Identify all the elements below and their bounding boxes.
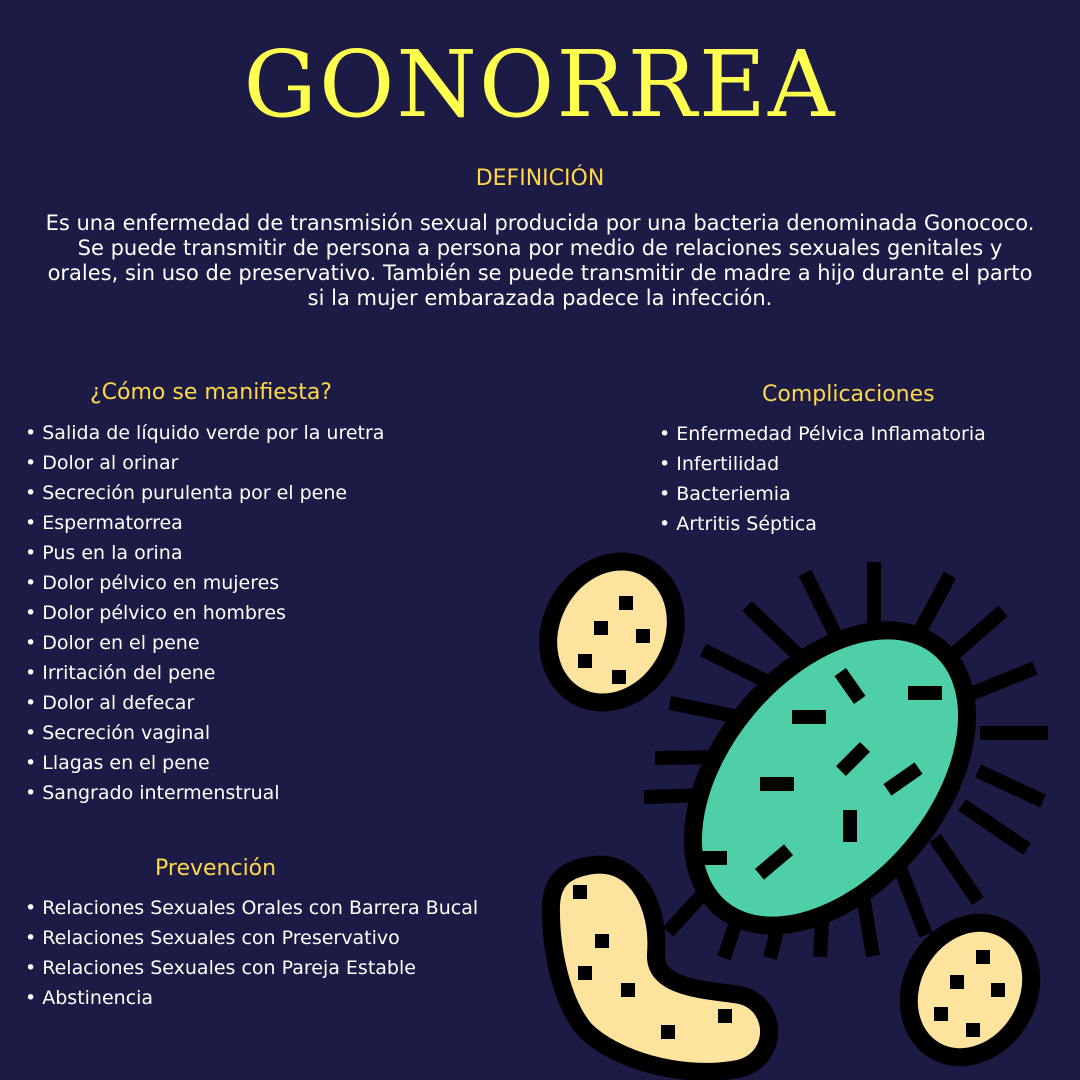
list-item: • Dolor pélvico en mujeres [25, 568, 384, 598]
list-item: • Relaciones Sexuales con Preservativo [25, 923, 478, 953]
page-title: GONORREA [243, 31, 837, 138]
list-item: • Bacteriemia [659, 479, 986, 509]
list-item: • Abstinencia [25, 983, 478, 1013]
list-item: • Pus en la orina [25, 538, 384, 568]
list-item: • Espermatorrea [25, 508, 384, 538]
list-item: • Dolor en el pene [25, 628, 384, 658]
list-item: • Enfermedad Pélvica Inflamatoria [659, 419, 986, 449]
list-item: • Relaciones Sexuales Orales con Barrera Bucal [25, 893, 478, 923]
definition-heading: DEFINICIÓN [475, 166, 605, 191]
list-item: • Sangrado intermenstrual [25, 778, 384, 808]
list-item: • Secreción purulenta por el pene [25, 478, 384, 508]
list-item: • Irritación del pene [25, 658, 384, 688]
list-item: • Salida de líquido verde por la uretra [25, 418, 384, 448]
prevention-heading: Prevención [155, 856, 277, 881]
list-item: • Artritis Séptica [659, 509, 986, 539]
list-item: • Infertilidad [659, 449, 986, 479]
list-item: • Secreción vaginal [25, 718, 384, 748]
list-item: • Llagas en el pene [25, 748, 384, 778]
list-item: • Dolor al defecar [25, 688, 384, 718]
list-item: • Relaciones Sexuales con Pareja Estable [25, 953, 478, 983]
list-item: • Dolor pélvico en hombres [25, 598, 384, 628]
list-item: • Dolor al orinar [25, 448, 384, 478]
definition-text: Es una enfermedad de transmisión sexual producida por una bacteria denominada Gonococo. Se puede transmitir de persona a persona por medio de relaciones sexuales genitales y orales, sin uso de preservativo. También se puede transmitir de madre a hijo durante el parto si la mujer embarazada padece la infección. [45, 211, 1035, 310]
complications-heading: Complicaciones [762, 382, 935, 407]
small-bacterium-icon [885, 900, 1055, 1079]
manifestations-heading: ¿Cómo se manifiesta? [90, 380, 332, 405]
